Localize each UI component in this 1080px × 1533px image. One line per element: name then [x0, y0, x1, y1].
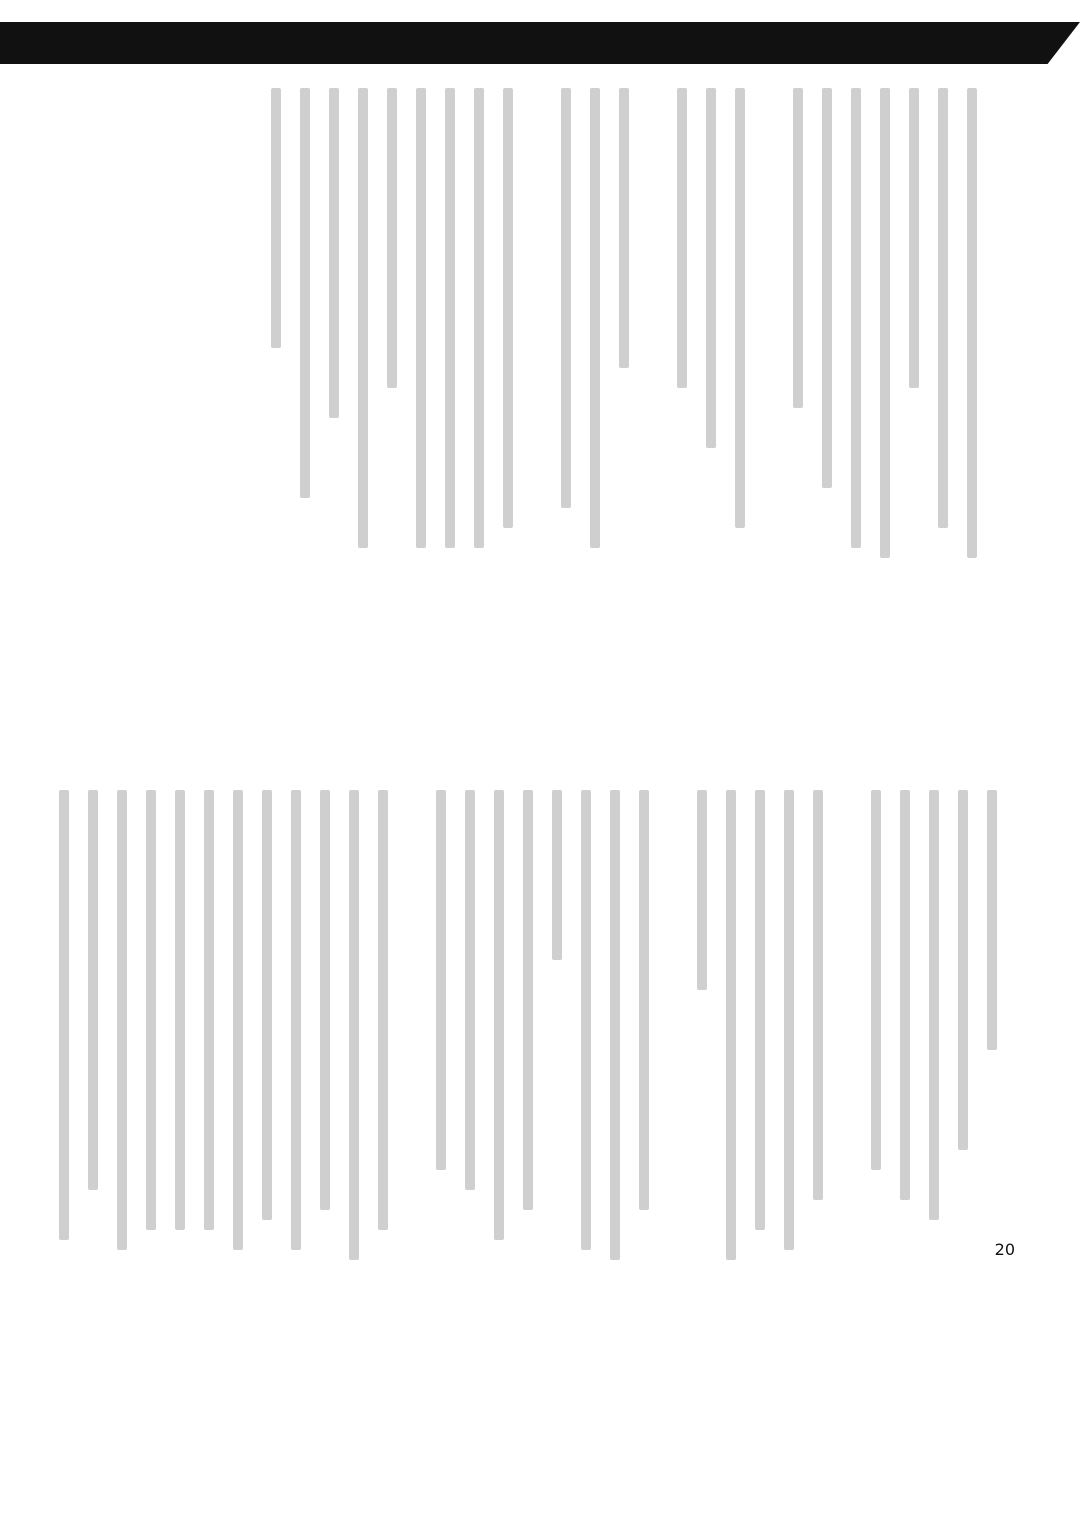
- text-column: [524, 88, 550, 558]
- text-column: [843, 88, 869, 558]
- redacted-text-line: [378, 790, 388, 1230]
- redacted-text-line: [262, 790, 272, 1220]
- text-column: [631, 790, 657, 1230]
- redacted-text-line: [117, 790, 127, 1250]
- redacted-text-line: [300, 88, 310, 498]
- redacted-text-line: [871, 790, 881, 1170]
- text-column: [814, 88, 840, 558]
- text-column: [283, 790, 309, 1230]
- redacted-text-line: [851, 88, 861, 548]
- text-column: [747, 790, 773, 1230]
- text-column: [466, 88, 492, 558]
- redacted-text-line: [735, 88, 745, 528]
- redacted-text-line: [358, 88, 368, 548]
- text-column: [292, 88, 318, 558]
- text-column: [727, 88, 753, 558]
- text-column: [660, 790, 686, 1230]
- text-column: [776, 790, 802, 1230]
- redacted-text-line: [755, 790, 765, 1230]
- text-block-top: [260, 88, 985, 558]
- redacted-text-line: [387, 88, 397, 388]
- redacted-text-line: [726, 790, 736, 1260]
- redacted-text-line: [561, 88, 571, 508]
- text-column: [408, 88, 434, 558]
- text-column: [892, 790, 918, 1230]
- text-column: [196, 790, 222, 1230]
- redacted-text-line: [987, 790, 997, 1050]
- text-column: [457, 790, 483, 1230]
- text-column: [341, 790, 367, 1230]
- redacted-text-line: [271, 88, 281, 348]
- text-column: [669, 88, 695, 558]
- text-column: [959, 88, 985, 558]
- text-column: [370, 790, 396, 1230]
- text-column: [138, 790, 164, 1230]
- redacted-text-line: [590, 88, 600, 548]
- text-block-bottom: [48, 790, 1005, 1230]
- redacted-text-line: [523, 790, 533, 1210]
- redacted-text-line: [880, 88, 890, 558]
- redacted-text-line: [88, 790, 98, 1190]
- redacted-text-line: [474, 88, 484, 548]
- redacted-text-line: [146, 790, 156, 1230]
- redacted-text-line: [909, 88, 919, 388]
- redacted-text-line: [938, 88, 948, 528]
- redacted-text-line: [967, 88, 977, 558]
- text-column: [979, 790, 1005, 1230]
- text-column: [321, 88, 347, 558]
- redacted-text-line: [784, 790, 794, 1250]
- text-column: [399, 790, 425, 1230]
- redacted-text-line: [204, 790, 214, 1230]
- text-column: [80, 790, 106, 1230]
- text-column: [785, 88, 811, 558]
- redacted-text-line: [677, 88, 687, 388]
- redacted-text-line: [445, 88, 455, 548]
- redacted-text-line: [610, 790, 620, 1260]
- redacted-text-line: [494, 790, 504, 1240]
- text-column: [930, 88, 956, 558]
- redacted-text-line: [59, 790, 69, 1240]
- text-column: [582, 88, 608, 558]
- text-column: [428, 790, 454, 1230]
- redacted-text-line: [619, 88, 629, 368]
- text-column: [263, 88, 289, 558]
- redacted-text-line: [639, 790, 649, 1210]
- text-column: [573, 790, 599, 1230]
- redacted-text-line: [503, 88, 513, 528]
- text-column: [689, 790, 715, 1230]
- redacted-text-line: [291, 790, 301, 1250]
- text-column: [834, 790, 860, 1230]
- redacted-text-line: [416, 88, 426, 548]
- text-column: [486, 790, 512, 1230]
- text-column: [167, 790, 193, 1230]
- redacted-text-line: [581, 790, 591, 1250]
- text-column: [602, 790, 628, 1230]
- redacted-text-line: [233, 790, 243, 1250]
- text-column: [805, 790, 831, 1230]
- redacted-text-line: [552, 790, 562, 960]
- text-column: [640, 88, 666, 558]
- redacted-text-line: [793, 88, 803, 408]
- text-column: [553, 88, 579, 558]
- text-column: [379, 88, 405, 558]
- redacted-text-line: [465, 790, 475, 1190]
- text-column: [515, 790, 541, 1230]
- text-column: [312, 790, 338, 1230]
- redacted-text-line: [349, 790, 359, 1260]
- text-column: [921, 790, 947, 1230]
- text-column: [756, 88, 782, 558]
- redacted-text-line: [436, 790, 446, 1170]
- text-column: [950, 790, 976, 1230]
- text-column: [872, 88, 898, 558]
- text-column: [544, 790, 570, 1230]
- redacted-text-line: [697, 790, 707, 990]
- text-column: [718, 790, 744, 1230]
- redacted-text-line: [706, 88, 716, 448]
- text-column: [51, 790, 77, 1230]
- redacted-text-line: [822, 88, 832, 488]
- redacted-text-line: [320, 790, 330, 1210]
- text-column: [109, 790, 135, 1230]
- redacted-text-line: [900, 790, 910, 1200]
- text-column: [495, 88, 521, 558]
- header-bar: [0, 22, 1080, 64]
- text-column: [350, 88, 376, 558]
- redacted-text-line: [958, 790, 968, 1150]
- redacted-text-line: [813, 790, 823, 1200]
- redacted-text-line: [175, 790, 185, 1230]
- text-column: [437, 88, 463, 558]
- text-column: [254, 790, 280, 1230]
- redacted-text-line: [329, 88, 339, 418]
- page-number: 20: [994, 1240, 1015, 1259]
- text-column: [698, 88, 724, 558]
- text-column: [225, 790, 251, 1230]
- redacted-text-line: [929, 790, 939, 1220]
- text-column: [901, 88, 927, 558]
- text-column: [863, 790, 889, 1230]
- text-column: [611, 88, 637, 558]
